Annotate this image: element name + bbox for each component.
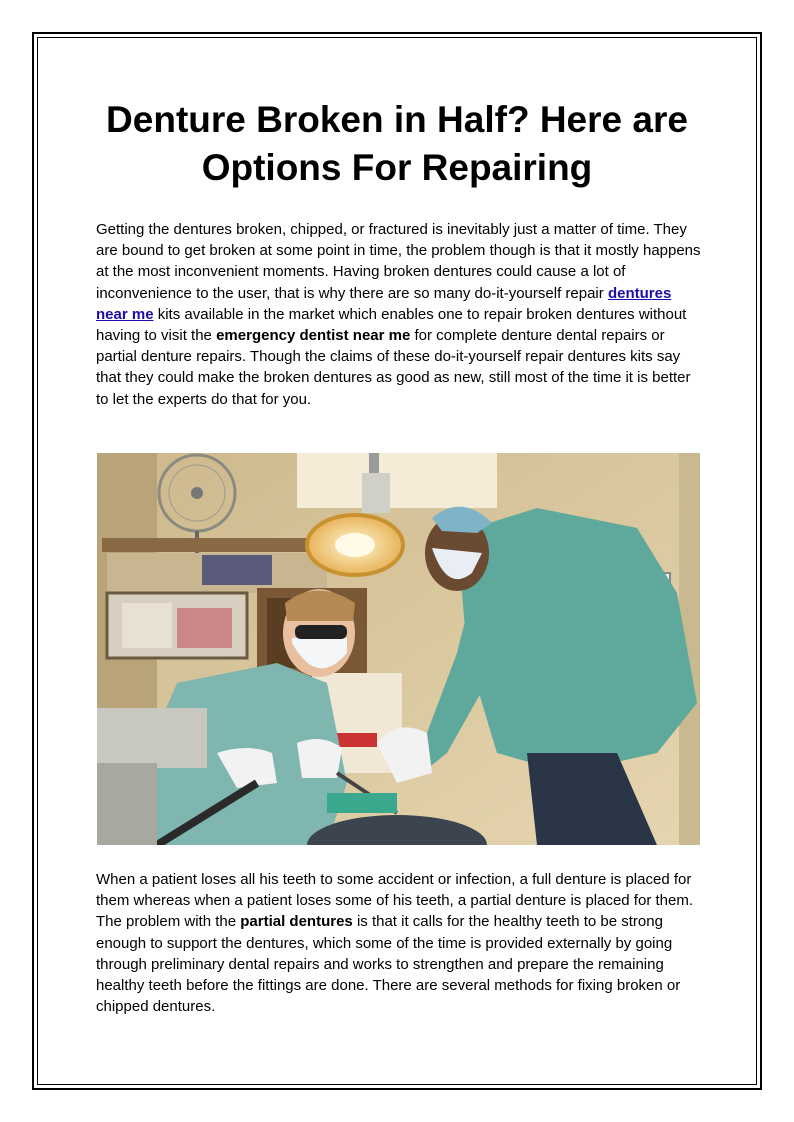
dental-procedure-photo	[97, 453, 700, 845]
types-text-1: When a patient loses all his teeth to some accident or infection, a full denture is placed for them whereas when a patient loses some of his teeth, a partial denture is placed for them. The problem with the	[96, 871, 693, 931]
intro-text-1: Getting the dentures broken, chipped, or fractured is inevitably just a matter of time. They are bound to get broken at some point in time, the problem though is that it mostly happens at the most inconvenient moments. Having broken dentures could cause a lot of inconvenience to the user, that is why there are so many do-it-yourself repair	[96, 221, 701, 302]
intro-text-3: for complete denture dental repairs or partial denture repairs. Though the claims of these do-it-yourself repair dentures kits say that they could make the broken dentures as good as new, still most of the time it is better to let the experts do that for you.	[96, 327, 691, 408]
denture-types-paragraph	[96, 869, 706, 1017]
emergency-dentist-bold: emergency dentist near me	[216, 327, 411, 345]
document-title	[60, 96, 734, 192]
intro-text-2: kits available in the market which enables one to repair broken dentures without having to visit the	[96, 305, 687, 345]
title-line-2: Options For Repairing	[201, 147, 593, 188]
types-text-2: is that it calls for the healthy teeth to be strong enough to support the dentures, which some of the time is provided externally by going through preliminary dental repairs and works to strengthen and prepare the remaining healthy teeth before the fittings are done. There are several methods for fixing broken or chipped dentures.	[96, 913, 681, 1016]
title-line-1: Denture Broken in Half? Here are	[106, 99, 688, 140]
intro-paragraph	[96, 219, 706, 410]
dentures-near-me-link[interactable]: dentures near me	[96, 284, 672, 323]
dental-lamp	[307, 515, 403, 575]
partial-dentures-bold: partial dentures	[240, 913, 353, 931]
